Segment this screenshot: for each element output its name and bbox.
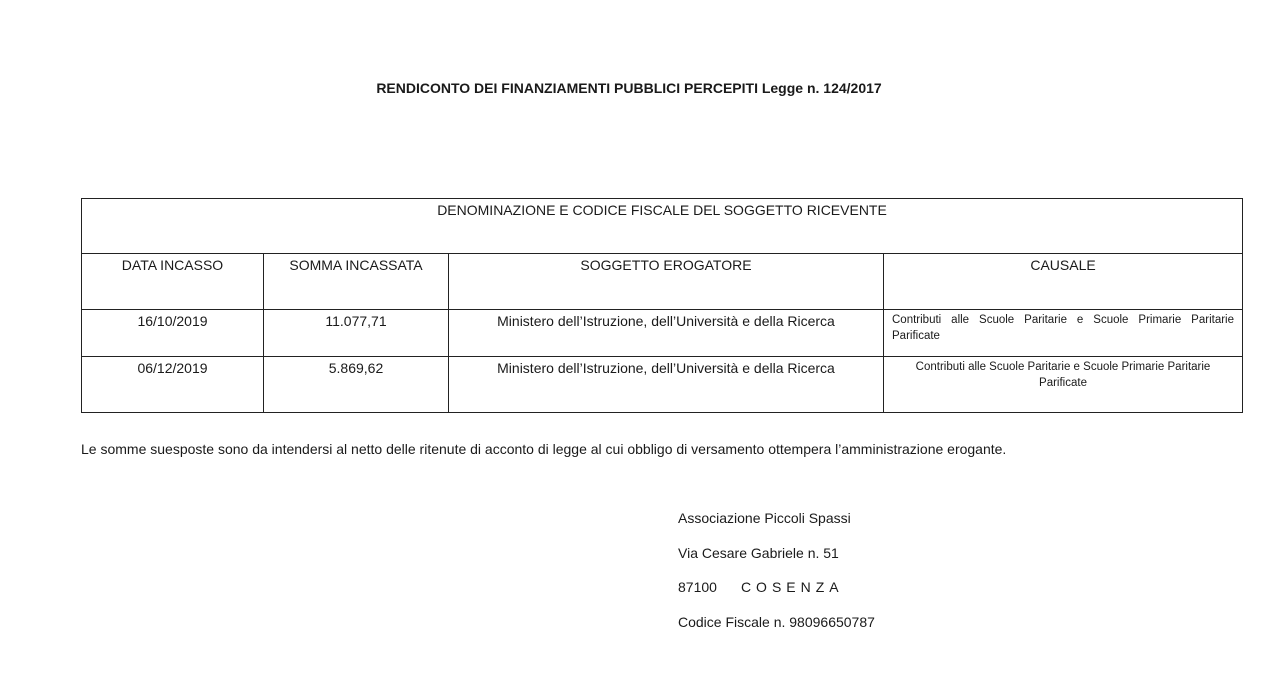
page-title: RENDICONTO DEI FINANZIAMENTI PUBBLICI PERCEPITI Legge n. 124/2017 — [376, 80, 882, 96]
table-row — [82, 310, 1243, 357]
column-header-soggetto-erogatore: SOGGETTO EROGATORE — [449, 254, 884, 310]
cell-somma-incassata: 11.077,71 — [264, 310, 449, 357]
cell-soggetto-erogatore: Ministero dell’Istruzione, dell’Università e della Ricerca — [449, 310, 884, 357]
postal-code: 87100 — [678, 579, 717, 595]
association-name: Associazione Piccoli Spassi — [678, 510, 851, 526]
cell-soggetto-erogatore: Ministero dell’Istruzione, dell’Università e della Ricerca — [449, 357, 884, 413]
association-address: Via Cesare Gabriele n. 51 — [678, 544, 839, 561]
association-city-line — [678, 579, 875, 614]
signature-block — [678, 510, 875, 648]
column-header-somma-incassata: SOMMA INCASSATA — [264, 254, 449, 310]
cell-data-incasso: 06/12/2019 — [82, 357, 264, 413]
cell-data-incasso: 16/10/2019 — [82, 310, 264, 357]
association-tax-code: Codice Fiscale n. 98096650787 — [678, 613, 875, 630]
cell-causale: Contributi alle Scuole Paritarie e Scuole Primarie Paritarie Parificate — [884, 357, 1243, 413]
cell-causale: Contributi alle Scuole Paritarie e Scuole Primarie Paritarie Parificate — [884, 310, 1243, 357]
funding-report-table — [81, 198, 1243, 413]
city-name: COSENZA — [740, 579, 844, 595]
recipient-header-cell: DENOMINAZIONE E CODICE FISCALE DEL SOGGETTO RICEVENTE — [82, 199, 1243, 254]
legal-note: Le somme suesposte sono da intendersi al netto delle ritenute di acconto di legge al cui obbligo di versamento ottempera l’amministrazione erogante. — [81, 441, 1007, 457]
column-header-data-incasso: DATA INCASSO — [82, 254, 264, 310]
column-header-row — [82, 254, 1243, 310]
table-row — [82, 357, 1243, 413]
column-header-causale: CAUSALE — [884, 254, 1243, 310]
table-header-row — [82, 199, 1243, 254]
cell-somma-incassata: 5.869,62 — [264, 357, 449, 413]
